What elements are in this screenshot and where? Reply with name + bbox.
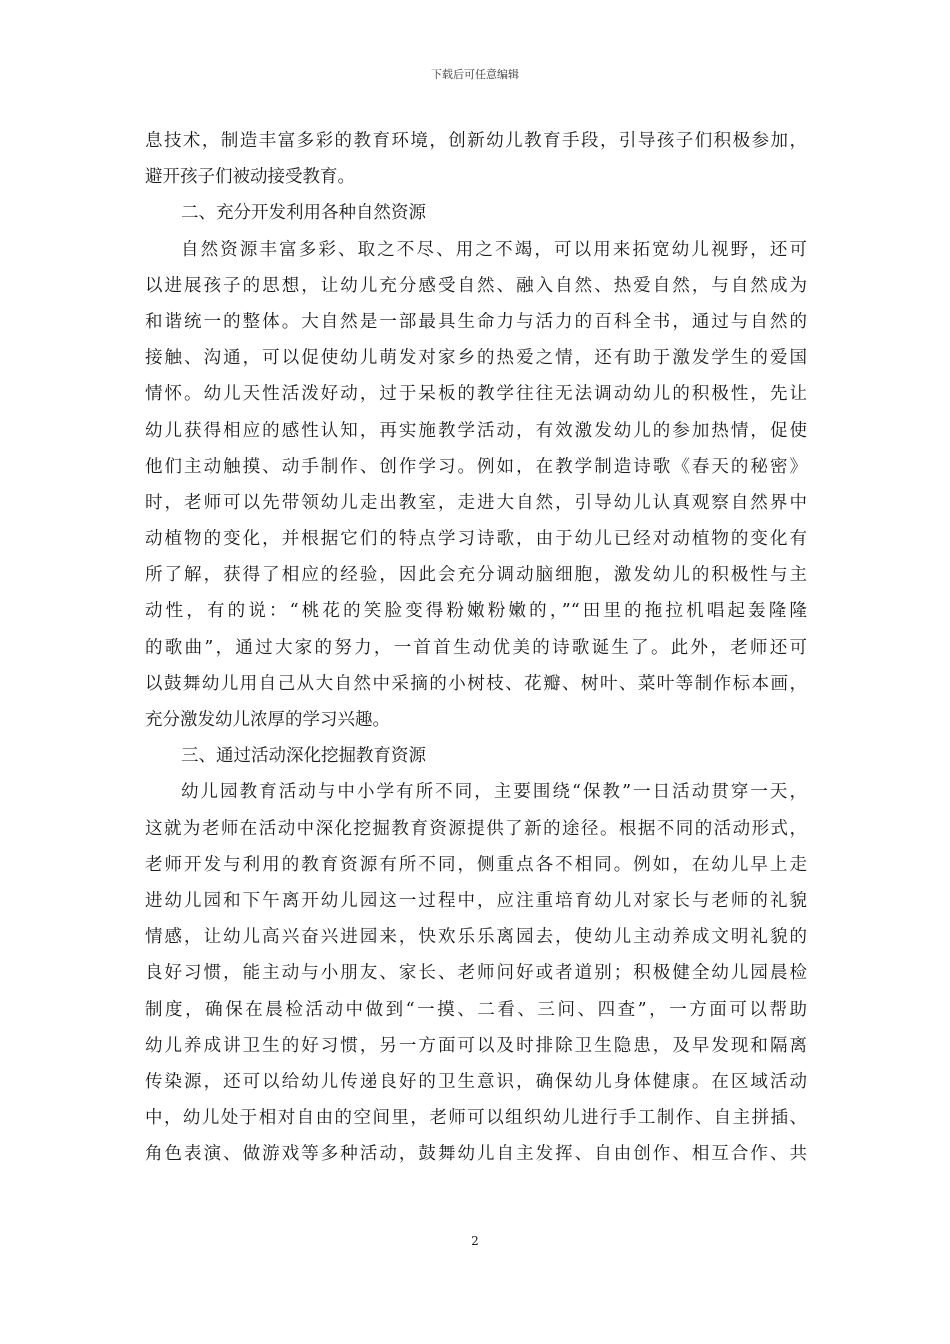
paragraph-line: 所了解，获得了相应的经验，因此会充分调动脑细胞，激发幼儿的积极性与主 bbox=[145, 565, 807, 586]
paragraph-line: 以鼓舞幼儿用自己从大自然中采摘的小树枝、花瓣、树叶、菜叶等制作标本画， bbox=[145, 673, 807, 694]
paragraph-line: 情怀。幼儿天性活泼好动，过于呆板的教学往往无法调动幼儿的积极性，先让 bbox=[145, 384, 807, 405]
paragraph-line: 他们主动触摸、动手制作、创作学习。例如，在教学制造诗歌《春天的秘密》 bbox=[145, 456, 807, 477]
paragraph-line: 幼儿养成讲卫生的好习惯，另一方面可以及时排除卫生隐患，及早发现和隔离 bbox=[145, 1035, 807, 1056]
paragraph-line: 以进展孩子的思想，让幼儿充分感受自然、融入自然、热爱自然，与自然成为 bbox=[145, 275, 807, 296]
paragraph-line: 这就为老师在活动中深化挖掘教育资源提供了新的途径。根据不同的活动形式， bbox=[145, 818, 807, 839]
paragraph-line: 幼儿获得相应的感性认知，再实施教学活动，有效激发幼儿的参加热情，促使 bbox=[145, 420, 807, 441]
page-number: 2 bbox=[471, 1234, 479, 1248]
paragraph-line: 避开孩子们被动接受教育。 bbox=[145, 167, 355, 188]
paragraph-line: 角色表演、做游戏等多种活动，鼓舞幼儿自主发挥、自由创作、相互合作、共 bbox=[145, 1144, 807, 1165]
document-body bbox=[145, 123, 807, 1172]
paragraph-line: 传染源，还可以给幼儿传递良好的卫生意识，确保幼儿身体健康。在区域活动 bbox=[145, 1071, 807, 1092]
section-heading: 二、充分开发利用各种自然资源 bbox=[181, 203, 426, 224]
paragraph-line: 中，幼儿处于相对自由的空间里，老师可以组织幼儿进行手工制作、自主拼插、 bbox=[145, 1108, 807, 1129]
paragraph-line: 老师开发与利用的教育资源有所不同，侧重点各不相同。例如，在幼儿早上走 bbox=[145, 854, 807, 875]
paragraph-line: 良好习惯，能主动与小朋友、家长、老师问好或者道别；积极健全幼儿园晨检 bbox=[145, 963, 807, 984]
paragraph-line: 的歌曲”，通过大家的努力，一首首生动优美的诗歌诞生了。此外，老师还可 bbox=[145, 637, 807, 658]
paragraph-line: 进幼儿园和下午离开幼儿园这一过程中，应注重培育幼儿对家长与老师的礼貌 bbox=[145, 890, 807, 911]
paragraph-line: 时，老师可以先带领幼儿走出教室，走进大自然，引导幼儿认真观察自然界中 bbox=[145, 492, 807, 513]
paragraph-line: 幼儿园教育活动与中小学有所不同，主要围绕“保教”一日活动贯穿一天， bbox=[181, 782, 807, 803]
page-header: 下载后可任意编辑 bbox=[431, 68, 519, 81]
paragraph-line: 和谐统一的整体。大自然是一部最具生命力与活力的百科全书，通过与自然的 bbox=[145, 311, 807, 332]
paragraph-line: 接触、沟通，可以促使幼儿萌发对家乡的热爱之情，还有助于激发学生的爱国 bbox=[145, 348, 807, 369]
paragraph-line: 情感，让幼儿高兴奋兴进园来，快欢乐乐离园去，使幼儿主动养成文明礼貌的 bbox=[145, 927, 807, 948]
paragraph-line: 充分激发幼儿浓厚的学习兴趣。 bbox=[145, 710, 390, 730]
paragraph-line: 动性，有的说：“桃花的笑脸变得粉嫩粉嫩的，”“田里的拖拉机唱起轰隆隆 bbox=[145, 601, 807, 622]
paragraph-line: 息技术，制造丰富多彩的教育环境，创新幼儿教育手段，引导孩子们积极参加， bbox=[145, 131, 807, 151]
section-heading: 三、通过活动深化挖掘教育资源 bbox=[181, 746, 426, 767]
paragraph-line: 动植物的变化，并根据它们的特点学习诗歌，由于幼儿已经对动植物的变化有 bbox=[145, 529, 807, 550]
paragraph-line: 制度，确保在晨检活动中做到“一摸、二看、三问、四查”，一方面可以帮助 bbox=[145, 999, 807, 1020]
paragraph-line: 自然资源丰富多彩、取之不尽、用之不竭，可以用来拓宽幼儿视野，还可 bbox=[181, 239, 807, 260]
